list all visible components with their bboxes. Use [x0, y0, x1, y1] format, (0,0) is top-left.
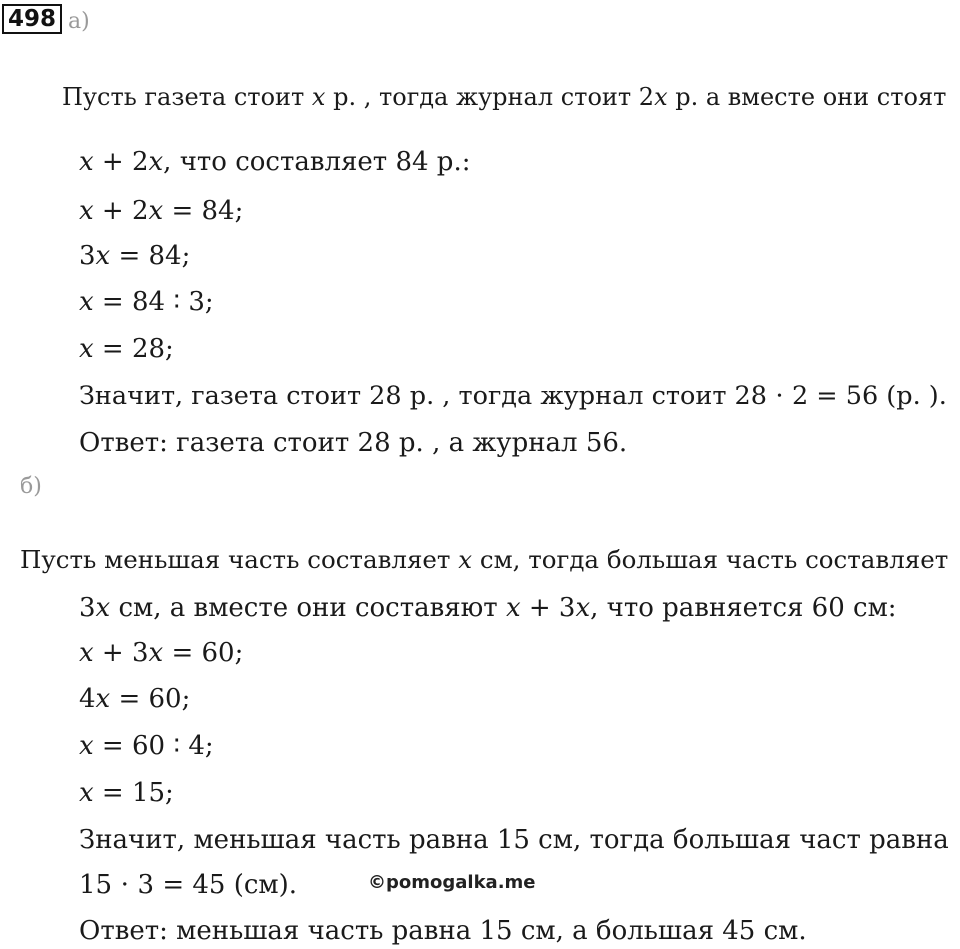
- part-a-equation: 𝑥 = 84 ∶ 3;: [79, 287, 214, 317]
- part-b-equation: 𝑥 = 60 ∶ 4;: [79, 731, 214, 761]
- site-watermark: ©pomogalka.me: [368, 872, 536, 893]
- part-b-conclusion-cont: 15 ⋅ 3 = 45 (см).: [79, 870, 298, 900]
- part-a-label: а): [68, 9, 90, 34]
- part-b-answer: Ответ: меньшая часть равна 15 см, а большая 45 см.: [79, 916, 807, 946]
- part-b-line: 3𝑥 см, а вместе они составяют 𝑥 + 3𝑥, что равняется 60 см:: [79, 593, 897, 623]
- part-a-line: 𝑥 + 2𝑥, что составляет 84 р.:: [79, 147, 471, 177]
- part-b-conclusion: Значит, меньшая часть равна 15 см, тогда большая част равна: [79, 825, 949, 855]
- part-b-equation: 𝑥 = 15;: [79, 778, 174, 808]
- part-a-conclusion: Значит, газета стоит 28 р. , тогда журнал стоит 28 ⋅ 2 = 56 (р. ).: [79, 381, 947, 411]
- part-b-equation: 4𝑥 = 60;: [79, 684, 191, 714]
- part-a-equation: 𝑥 = 28;: [79, 334, 174, 364]
- problem-number: 498: [2, 4, 62, 34]
- part-b-label: б): [20, 474, 42, 499]
- part-a-equation: 𝑥 + 2𝑥 = 84;: [79, 196, 244, 226]
- part-a-answer: Ответ: газета стоит 28 р. , а журнал 56.: [79, 428, 628, 458]
- part-a-intro-line: Пусть газета стоит 𝑥 р. , тогда журнал стоит 2𝑥 р. а вместе они стоят: [62, 83, 947, 111]
- part-b-equation: 𝑥 + 3𝑥 = 60;: [79, 638, 244, 668]
- part-b-intro-line: Пусть меньшая часть составляет 𝑥 см, тогда большая часть составляет: [20, 545, 949, 574]
- part-a-equation: 3𝑥 = 84;: [79, 241, 191, 271]
